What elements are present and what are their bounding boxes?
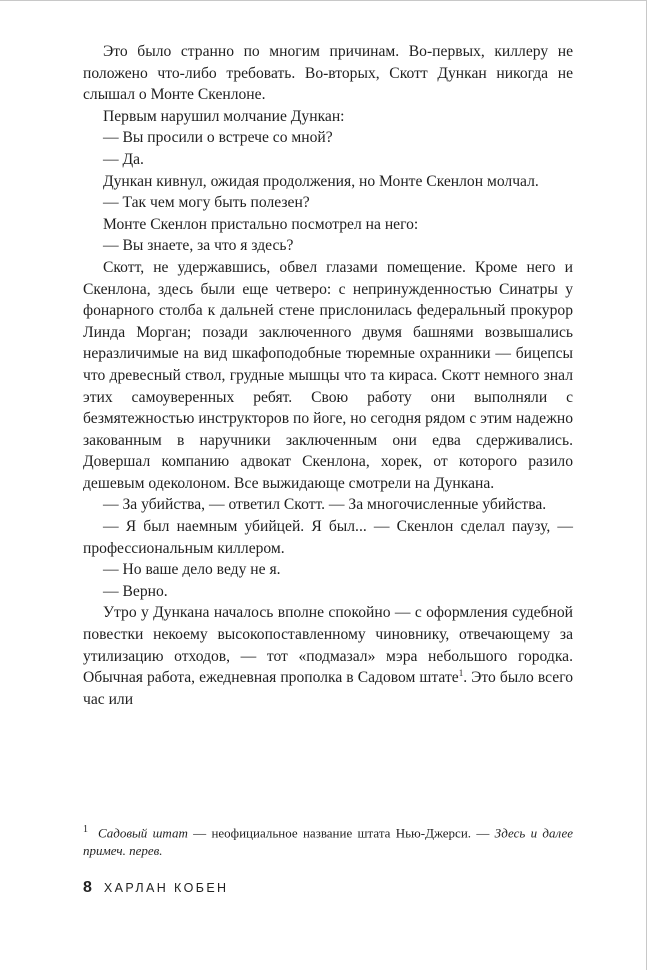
- paragraph: Скотт, не удержавшись, обвел глазами помещение. Кроме него и Скенлона, здесь были еще четверо: с непринужденностью Синатры у фонарного столба к дальней стене прислонилась федеральный прокурор Линда Морган; позади заключенного двумя башнями возвышались неразличимые на вид шкафоподобные тюремные охранники — бицепсы что древесный ствол, грудные мышцы что та кираса. Скотт немного знал этих самоуверенных ребят. Свою работу они выполняли с безмятежностью инструкторов по йоге, но сегодня рядом с этим надежно закованным в наручники заключенным они едва сдерживались. Довершал компанию адвокат Скенлона, хорек, от которого разило дешевым одеколоном. Все выжидающе смотрели на Дункана.: [83, 258, 573, 492]
- dialogue-line: — Вы знаете, за что я здесь?: [103, 237, 294, 255]
- dialogue-line: — Я был наемным убийцей. Я был... — Скенлон сделал паузу, — профессиональным киллером.: [83, 518, 573, 557]
- footnote-attribution: Здесь и далее примеч. перев.: [83, 825, 573, 859]
- paragraph: Дункан кивнул, ожидая продолжения, но Монте Скенлон молчал.: [103, 172, 539, 190]
- paragraph-text-continued: . Это было всего час или: [83, 669, 573, 708]
- paragraph-with-footnote: [83, 602, 573, 710]
- page-number: 8: [83, 879, 92, 896]
- footnote-reference[interactable]: 1: [458, 668, 464, 679]
- dialogue-line: — Но ваше дело веду не я.: [103, 561, 281, 579]
- footnote-term: Садовый штат: [98, 825, 188, 841]
- dialogue-line: — Так чем могу быть полезен?: [103, 194, 310, 212]
- dialogue-line: — За убийства, — ответил Скотт. — За многочисленные убийства.: [103, 496, 547, 514]
- footnote-definition: — неофициальное название штата Нью-Джерси. —: [187, 825, 495, 841]
- paragraph: Первым нарушил молчание Дункан:: [103, 107, 345, 125]
- dialogue-line: — Да.: [103, 150, 144, 168]
- footnote: [83, 821, 573, 860]
- dialogue-line: — Вы просили о встрече со мной?: [103, 129, 333, 147]
- running-footer: [83, 879, 229, 897]
- author-name: ХАРЛАН КОБЕН: [103, 881, 229, 895]
- paragraph: Монте Скенлон пристально посмотрел на него:: [103, 215, 419, 233]
- paragraph: Это было странно по многим причинам. Во-первых, киллеру не положено что-либо требовать. Во-вторых, Скотт Дункан никогда не слышал о Монте Скенлоне.: [83, 43, 573, 104]
- body-text: [83, 41, 573, 710]
- footnote-mark: 1: [83, 824, 88, 835]
- paragraph-text: Утро у Дункана началось вполне спокойно — с оформления судебной повестки некоему высокопоставленному чиновнику, отвечающему за утилизацию отходов, — тот «подмазал» мэра небольшого городка. Обычная работа, ежедневная прополка в Садовом штате: [83, 604, 573, 687]
- footnote-text: [83, 821, 573, 860]
- dialogue-line: — Верно.: [103, 582, 168, 600]
